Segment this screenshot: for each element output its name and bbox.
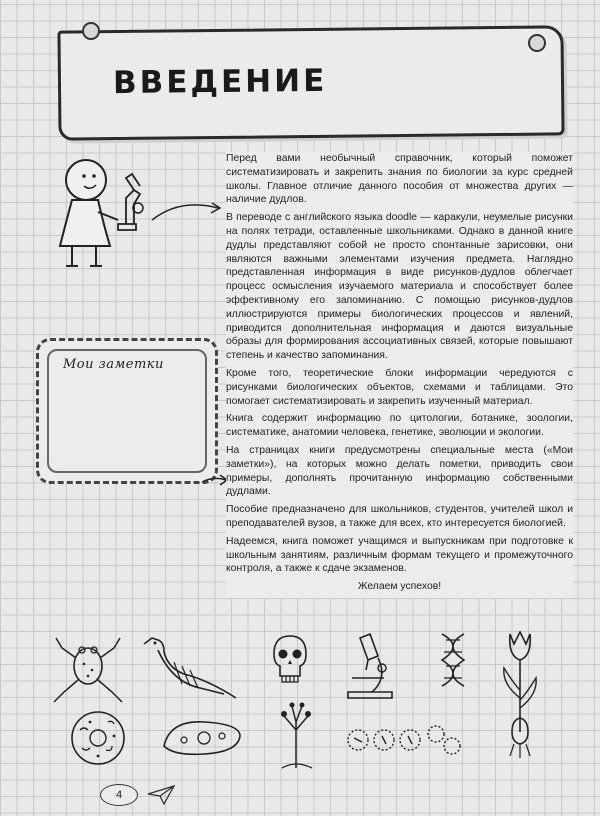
microscope-icon <box>338 628 402 700</box>
paragraph: Кроме того, теоретические блоки информации чередуются с рисунками биологических объектов, схемами и таблицами. Это помогает систематизировать и закрепить изученный материал. <box>226 367 573 407</box>
cell-division-icon <box>344 720 464 760</box>
paragraph: Перед вами необычный справочник, который поможет систематизировать и закрепить знания по биологии за курс средней школы. Главное отличие данного пособия от множества других — наличие дудлов. <box>226 153 573 206</box>
paragraph: В переводе с английского языка doodle — каракули, неумелые рисунки на полях тетради, оставленные школьниками. Однако в данной книге дудлы представляют собой не просто спонтанные зарисовки, они являются важными элементами изучения предмета. Наглядно представленная информация в виде рисунков-дудлов облегчает процесс осмысления изучаемого материала и способствует более эффективному его запоминанию. С помощью рисунков-дудлов иллюстрируются примеры биологических процессов и явлений, приводится дополнительная информация и даются визуальные образы для формирования ассоциативных связей, которые повышают степень и качество запоминания. <box>226 212 573 362</box>
title-banner <box>57 25 564 140</box>
mold-fungus-icon <box>262 700 332 770</box>
page-number: 4 <box>100 784 138 806</box>
paragraph: Пособие предназначено для школьников, студентов, учителей школ и преподавателей вузов, а также для всех, кто интересуется биологией. <box>226 504 573 529</box>
skull-icon <box>270 632 310 688</box>
paragraph: Надеемся, книга поможет учащимся и выпускникам при подготовке к школьным занятиям, различным формам текущего и промежуточного контроля, а также к сдаче экзаменов. <box>226 535 573 575</box>
notes-box[interactable] <box>36 338 218 484</box>
page-title: ВВЕДЕНИЕ <box>112 62 328 102</box>
paragraph: Книга содержит информацию по цитологии, ботанике, зоологии, систематике, анатомии человека, генетике, эволюции и экологии. <box>226 413 573 439</box>
tulip-icon <box>498 628 542 760</box>
closing-wish: Желаем успехов! <box>357 581 442 593</box>
character-microscope-doodle <box>40 150 230 280</box>
paper-plane-icon <box>146 782 176 806</box>
paragraph: На страницах книги предусмотрены специальные места («Мои заметки»), на которых можно делать пометки, приводить свои примеры, дополнять прочитанную информацию собственными дудлами. <box>226 444 573 498</box>
pin-icon <box>82 22 100 40</box>
intro-text <box>226 152 573 598</box>
paramecium-icon <box>160 716 244 760</box>
pin-icon <box>528 34 546 52</box>
frog-icon <box>48 628 128 708</box>
notes-label: Мои заметки <box>63 357 164 372</box>
cell-icon <box>68 708 128 768</box>
bird-skeleton-icon <box>138 632 242 704</box>
dna-icon <box>438 632 468 688</box>
